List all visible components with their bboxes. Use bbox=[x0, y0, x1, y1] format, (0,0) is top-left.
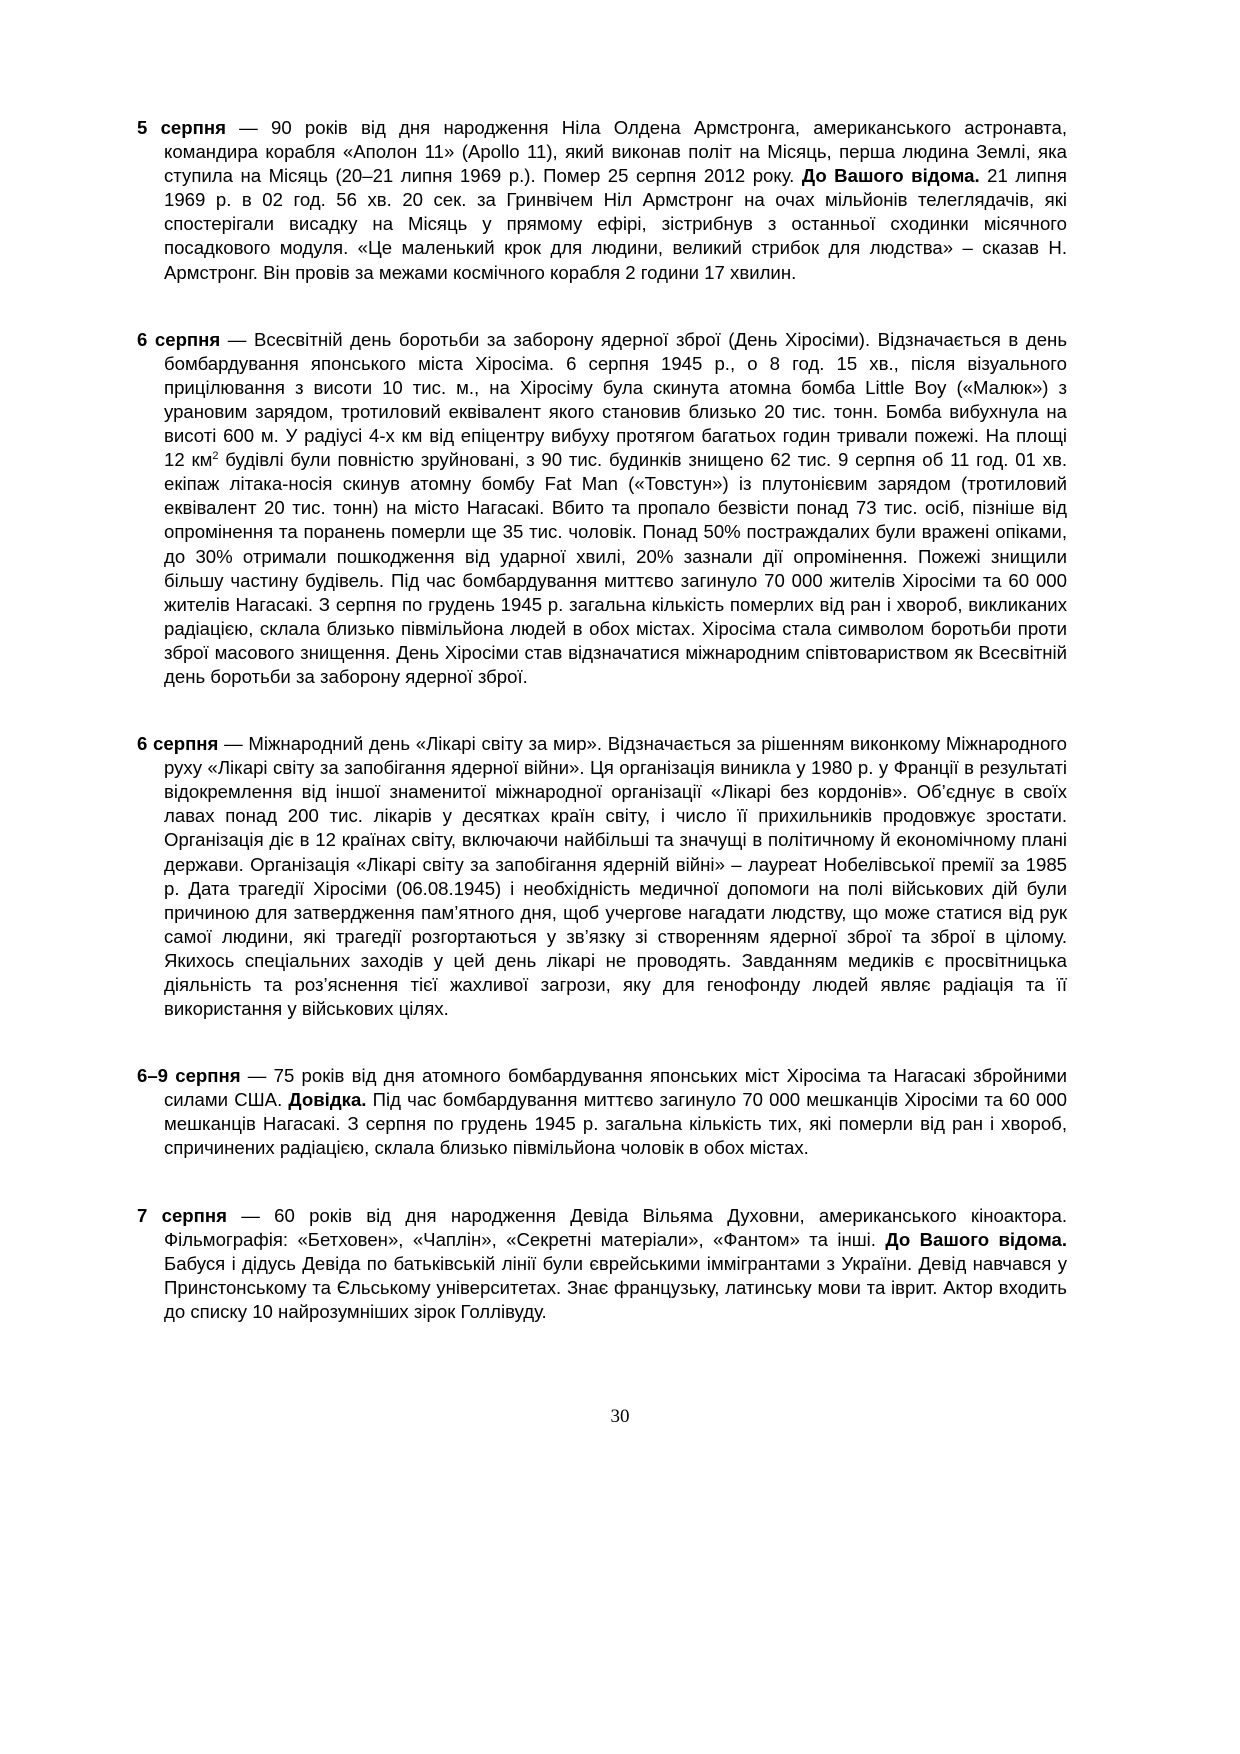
superscript: 2 bbox=[212, 449, 219, 462]
entry-date: 7 серпня bbox=[137, 1204, 227, 1226]
entry-note-text: 21 липня 1969 р. в 02 год. 56 хв. 20 сек. за Гринвічем Ніл Армстронг на очах мільйонів телеглядачів, які спостерігали висадку на Місяць у прямому ефірі, зістрибнув з останньої сходинки місячного посадкового модуля. «Це маленький крок для людини, великий стрибок для людства» – сказав Н. Армстронг. Він провів за межами космічного корабля 2 години 17 хвилин. bbox=[164, 165, 1068, 283]
page-number: 30 bbox=[610, 1406, 630, 1427]
entry-dash: — bbox=[226, 1204, 275, 1226]
entry-date: 6 серпня bbox=[137, 328, 221, 350]
entry-note-text: Бабуся і дідусь Девіда по батьківській лінії були єврейськими іммігрантами з України. Девід навчався у Принстонському та Єльському університетах. Знає французьку, латинську мови та іврит. Актор входить до списку 10 найрозумніших зірок Голлівуду. bbox=[164, 1252, 1067, 1322]
entry-text: Всесвітній день боротьби за заборону ядерної зброї (День Хіросіми). Відзначається в день бомбардування японського міста Хіросіма. 6 серпня 1945 р., о 8 год. 15 хв., після візуального прицілювання з висоти 10 тис. м., на Хіросіму була скинута атомна бомба Little Boy («Малюк») з урановим зарядом, тротиловий еквівалент якого становив близько 20 тис. тонн. Бомба вибухнула на висоті 600 м. У радіусі 4-х км від епіцентру вибуху протягом багатьох годин тривали пожежі. На площі 12 км bbox=[164, 328, 1068, 471]
entry-date: 6–9 серпня bbox=[137, 1065, 241, 1087]
entry-dash: — bbox=[218, 733, 249, 755]
entry-duchovny bbox=[137, 1204, 1067, 1324]
entry-note-label: Довідка. bbox=[288, 1089, 367, 1111]
entry-text-continued: будівлі були повністю зруйновані, з 90 тис. будинків знищено 62 тис. 9 серпня об 11 год. 01 хв. екіпаж літака-носія скинув атомну бомбу Fat Man («Товстун») із плутонієвим зарядом (тротиловий еквівалент 20 тис. тонн) на місто Нагасакі. Вбито та пропало безвісти понад 73 тис. осіб, пізніше від опромінення та поранень померли ще 35 тис. чоловік. Понад 50% постраждалих були вражені опіками, до 30% отримали пошкодження від ударної хвилі, 20% зазнали дії опромінення. Пожежі знищили більшу частину будівель. Під час бомбардування миттєво загинуло 70 000 жителів Хіросіми та 60 000 жителів Нагасакі. З серпня по грудень 1945 р. загальна кількість померлих від ран і хвороб, викликаних радіацією, склала близько півмільйона людей в обох містах. Хіросіма стала символом боротьби проти зброї масового знищення. День Хіросіми став відзначатися міжнародним співтовариством як Всесвітній день боротьби за заборону ядерної зброї. bbox=[164, 449, 1067, 687]
entry-note-label: До Вашого відома. bbox=[885, 1228, 1067, 1250]
entry-text: 75 років від дня атомного бомбардування японських міст Хіросіма та Нагасакі збройними силами США. bbox=[164, 1065, 1067, 1111]
entry-note-label: До Вашого відома. bbox=[801, 165, 980, 187]
page-content bbox=[137, 116, 1067, 1367]
entry-armstrong bbox=[137, 116, 1067, 285]
entry-hiroshima-day bbox=[137, 328, 1067, 689]
entry-note-text: Під час бомбардування миттєво загинуло 70 000 мешканців Хіросіми та 60 000 мешканців Нагасакі. З серпня по грудень 1945 р. загальна кількість тих, які померли від ран і хвороб, спричинених радіацією, склала близько півмільйона чоловік в обох містах. bbox=[164, 1089, 1067, 1159]
entry-text: 90 років від дня народження Ніла Олдена Армстронга, американського астронавта, командира корабля «Аполон 11» (Apollo 11), який виконав політ на Місяць, перша людина Землі, яка ступила на Місяць (20–21 липня 1969 р.). Помер 25 серпня 2012 року. bbox=[164, 117, 1067, 187]
entry-date: 6 серпня bbox=[137, 733, 219, 755]
entry-dash: — bbox=[220, 328, 254, 350]
entry-atomic-bombing bbox=[137, 1064, 1067, 1160]
entry-doctors-for-peace bbox=[137, 732, 1067, 1021]
entry-text: 60 років від дня народження Девіда Вільяма Духовни, американського кіноактора. Фільмографія: «Бетховен», «Чаплін», «Секретні матеріали», «Фантом» та інші. bbox=[164, 1204, 1067, 1250]
entry-date: 5 серпня bbox=[137, 117, 226, 138]
entry-dash: — bbox=[225, 117, 271, 138]
entry-dash: — bbox=[240, 1065, 274, 1087]
entry-text: Міжнародний день «Лікарі світу за мир». Відзначається за рішенням виконкому Міжнародного руху «Лікарі світу за запобігання ядерної війни». Ця організація виникла у 1980 р. у Франції в результаті відокремлення від іншої знаменитої міжнародної організації «Лікарі без кордонів». Об’єднує в своїх лавах понад 200 тис. лікарів у десятках країн світу, і число її прихильників продовжує зростати. Організація діє в 12 країнах світу, включаючи найбільші та значущі в політичному й економічному плані держави. Організація «Лікарі світу за запобігання ядерній війні» – лауреат Нобелівської премії за 1985 р. Дата трагедії Хіросіми (06.08.1945) і необхідність медичної допомоги на полі військових дій були причиною для затвердження пам’ятного дня, щоб учергове нагадати людству, що може статися від рук самої людини, які трагедії розгортаються у зв’язку зі створенням ядерної зброї та зброї в цілому. Якихось спеціальних заходів у цей день лікарі не проводять. Завданням медиків є просвітницька діяльність та роз’яснення тієї жахливої загрози, яку для генофонду людей являє радіація та її використання у військових цілях. bbox=[164, 733, 1067, 1020]
